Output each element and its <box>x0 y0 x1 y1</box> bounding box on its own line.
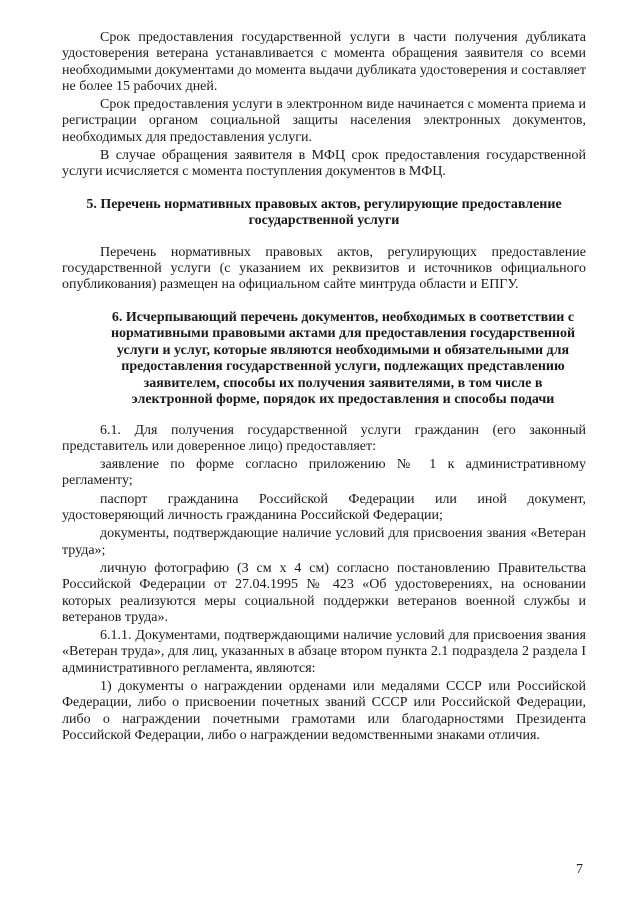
list-item-passport: паспорт гражданина Российской Федерации или иной документ, удостоверяющий личность гражданина Российской Федерации; <box>62 491 586 524</box>
paragraph-6-1: 6.1. Для получения государственной услуги гражданин (его законный представитель или доверенное лицо) предоставляет: <box>62 422 586 454</box>
section-6-heading: 6. Исчерпывающий перечень документов, необходимых в соответствии с нормативными правовыми актами для предоставления государственной услуги и услуг, которые являются необходимыми и обязательными для предоставления государственной услуги, подлежащих представлению заявителем, способы их получения заявителями, в том числе в электронной форме, порядок их предоставления и способы подачи <box>110 309 576 408</box>
section-5-heading: 5. Перечень нормативных правовых актов, регулирующие предоставление государственной услуги <box>86 196 562 229</box>
list-item-photo: личную фотографию (3 см х 4 см) согласно постановлению Правительства Российской Федерации от 27.04.1995 № 423 «Об удостоверениях, на основании которых реализуются меры социальной поддержки ветеранов военной службы и ветеранов труда». <box>62 560 586 625</box>
paragraph-electronic-term: Срок предоставления услуги в электронном виде начинается с момента приема и регистрации органом социальной защиты населения электронных документов, необходимых для предоставления услуги. <box>62 97 586 145</box>
section-5-text: Перечень нормативных правовых актов, регулирующих предоставление государственной услуги (с указанием их реквизитов и источников официального опубликования) размещен на официальном сайте минтруда области и ЕПГУ. <box>62 244 586 293</box>
paragraph-duplicate-term: Срок предоставления государственной услуги в части получения дубликата удостоверения ветерана устанавливается с момента обращения заявителя со всеми необходимыми документами до момента выдачи дубликата удостоверения и составляет не более 15 рабочих дней. <box>62 30 586 94</box>
page-number: 7 <box>576 862 583 877</box>
list-item-application: заявление по форме согласно приложению № 1 к административному регламенту; <box>62 457 586 489</box>
list-item-documents: документы, подтверждающие наличие условий для присвоения звания «Ветеран труда»; <box>62 526 586 558</box>
paragraph-mfc-term: В случае обращения заявителя в МФЦ срок предоставления государственной услуги исчисляется с момента поступления документов в МФЦ. <box>62 148 586 180</box>
paragraph-6-1-1: 6.1.1. Документами, подтверждающими наличие условий для присвоения звания «Ветеран труда», для лиц, указанных в абзаце втором пункта 2.1 подраздела 2 раздела I административного регламента, являются: <box>62 628 586 676</box>
list-item-awards: 1) документы о награждении орденами или медалями СССР или Российской Федерации, либо о присвоении почетных званий СССР или Российской Федерации, либо о награждении почетными грамотами или благодарностями Президента Российской Федерации, либо о награждении ведомственными знаками отличия. <box>62 679 586 743</box>
document-body <box>62 30 586 744</box>
